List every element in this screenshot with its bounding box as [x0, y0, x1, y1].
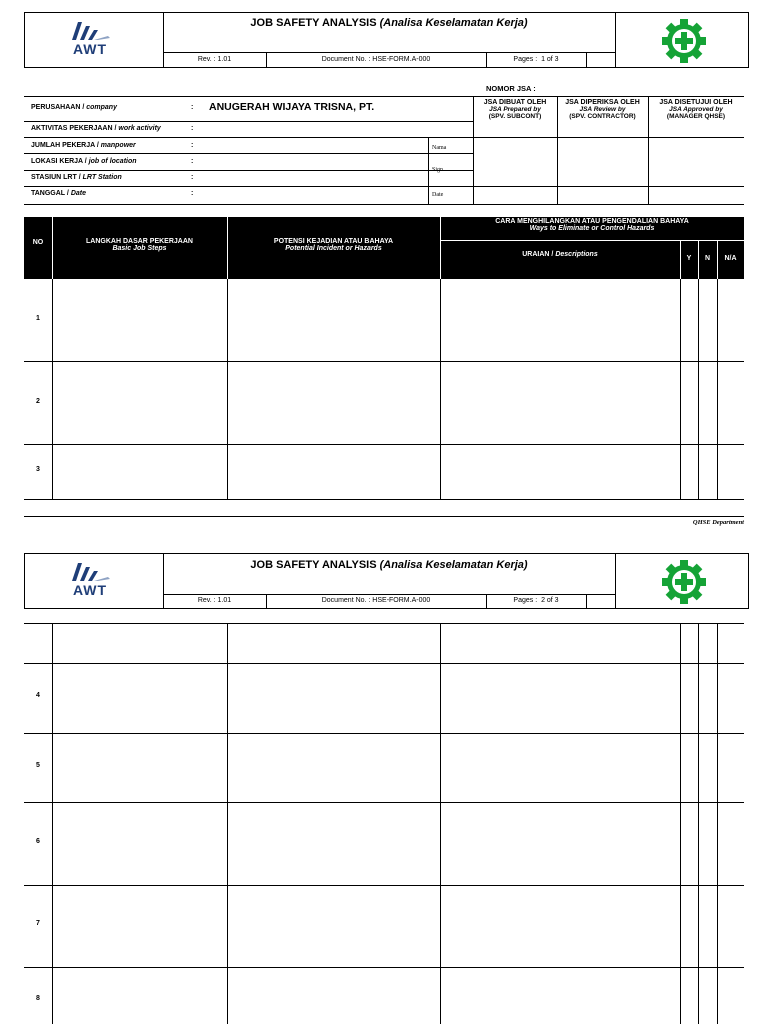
activity-label: AKTIVITAS PEKERJAAN / work activity: [31, 125, 161, 132]
date-sign-label: Date: [432, 192, 444, 198]
colon: :: [191, 104, 194, 111]
hazard-header: POTENSI KEJADIAN ATAU BAHAYA Potential Incident or Hazards: [273, 238, 394, 252]
station-label: STASIUN LRT / LRT Station: [31, 174, 122, 181]
logo-text: AWT: [72, 41, 108, 57]
name-label: Nama: [432, 145, 447, 151]
document-number: Document No. : HSE-FORM.A-000: [321, 56, 431, 63]
form-title: JOB SAFETY ANALYSIS (Analisa Keselamatan Kerja): [250, 17, 528, 29]
company-label: PERUSAHAAN / company: [31, 104, 117, 111]
sign-label: Sign: [432, 167, 444, 173]
colon: :: [191, 142, 194, 149]
review-by-header: JSA DIPERIKSA OLEH JSA Review by (SPV. CONTRACTOR): [565, 99, 640, 120]
row-number: 6: [36, 838, 40, 845]
no-header: NO: [32, 239, 44, 246]
company-value: ANUGERAH WIJAYA TRISNA, PT.: [209, 101, 375, 113]
description-header: URAIAN / Descriptions: [522, 251, 598, 258]
colon: :: [191, 190, 194, 197]
steps-header: LANGKAH DASAR PEKERJAAN Basic Job Steps: [86, 238, 193, 252]
row-number: 7: [36, 920, 40, 927]
logo-text: AWT: [72, 582, 108, 598]
approved-by-header: JSA DISETUJUI OLEH JSA Approved by (MANAGER QHSE): [659, 99, 733, 120]
document-number: Document No. : HSE-FORM.A-000: [321, 597, 431, 604]
location-label: LOKASI KERJA / job of location: [31, 158, 137, 165]
no-col-header: N: [704, 255, 711, 262]
awt-logo: [64, 559, 124, 601]
row-number: 2: [36, 398, 40, 405]
manpower-label: JUMLAH PEKERJA / manpower: [31, 142, 136, 149]
page-number: Pages : 1 of 3: [513, 56, 559, 63]
page-number: Pages : 2 of 3: [513, 597, 559, 604]
row-number: 5: [36, 762, 40, 769]
nomor-jsa-label: NOMOR JSA :: [486, 84, 536, 93]
na-header: N/A: [724, 255, 737, 262]
control-header: CARA MENGHILANGKAN ATAU PENGENDALIAN BAHAYA Ways to Eliminate or Control Hazards: [495, 218, 689, 232]
row-number: 8: [36, 995, 40, 1002]
green-cross-gear-icon: [660, 17, 708, 65]
footer-department: QHSE Department: [692, 519, 744, 526]
revision: Rev. : 1.01: [197, 56, 232, 63]
form-title: JOB SAFETY ANALYSIS (Analisa Keselamatan Kerja): [250, 559, 528, 571]
prepared-by-header: JSA DIBUAT OLEH JSA Prepared by (SPV. SUBCONT): [483, 99, 547, 120]
date-label: TANGGAL / Date: [31, 190, 86, 197]
row-number: 3: [36, 466, 40, 473]
green-cross-gear-icon: [660, 558, 708, 606]
colon: :: [191, 125, 194, 132]
revision: Rev. : 1.01: [197, 597, 232, 604]
row-number: 1: [36, 315, 40, 322]
awt-logo: [64, 18, 124, 60]
yes-header: Y: [686, 255, 692, 262]
colon: :: [191, 174, 194, 181]
row-number: 4: [36, 692, 40, 699]
colon: :: [191, 158, 194, 165]
